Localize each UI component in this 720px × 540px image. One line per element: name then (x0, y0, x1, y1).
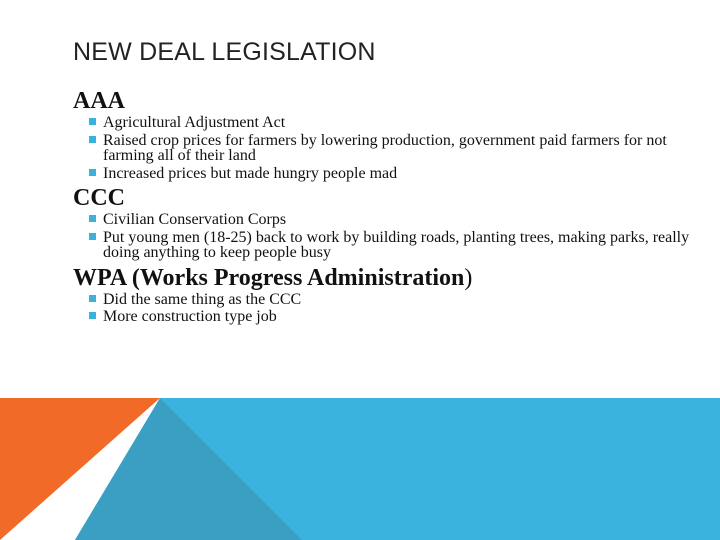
slide-content (73, 88, 693, 327)
square-bullet-icon (89, 118, 96, 125)
square-bullet-icon (89, 312, 96, 319)
list-item-text: Increased prices but made hungry people mad (103, 164, 398, 182)
square-bullet-icon (89, 295, 96, 302)
list-item (89, 292, 693, 308)
bullet-list (73, 212, 693, 261)
list-item-text: More construction type job (103, 308, 277, 325)
list-item (89, 166, 693, 182)
list-item-text: Agricultural Adjustment Act (103, 114, 286, 131)
section-wpa (73, 265, 693, 325)
list-item-text: Put young men (18-25) back to work by building roads, planting trees, making parks, really doing anything to keep people busy (103, 228, 690, 261)
section-heading-suffix: ) (464, 264, 473, 291)
square-bullet-icon (89, 233, 96, 240)
list-item (89, 230, 693, 261)
list-item (89, 133, 693, 164)
bullet-list (73, 292, 693, 325)
section-heading: AAA (73, 88, 125, 114)
section-ccc (73, 185, 693, 261)
section-heading-text: WPA (Works Progress Administration (73, 264, 465, 291)
list-item-text: Raised crop prices for farmers by lowering production, government paid farmers for not farming all of their land (103, 131, 667, 164)
list-item (89, 115, 693, 131)
list-item (89, 212, 693, 228)
bullet-list (73, 115, 693, 181)
square-bullet-icon (89, 215, 96, 222)
section-aaa (73, 88, 693, 181)
list-item (89, 309, 693, 325)
slide-title: NEW DEAL LEGISLATION (73, 38, 376, 66)
list-item-text: Did the same thing as the CCC (103, 290, 302, 308)
list-item-text: Civilian Conservation Corps (103, 211, 287, 228)
section-heading (73, 265, 693, 291)
section-heading: CCC (73, 185, 125, 211)
square-bullet-icon (89, 136, 96, 143)
square-bullet-icon (89, 169, 96, 176)
